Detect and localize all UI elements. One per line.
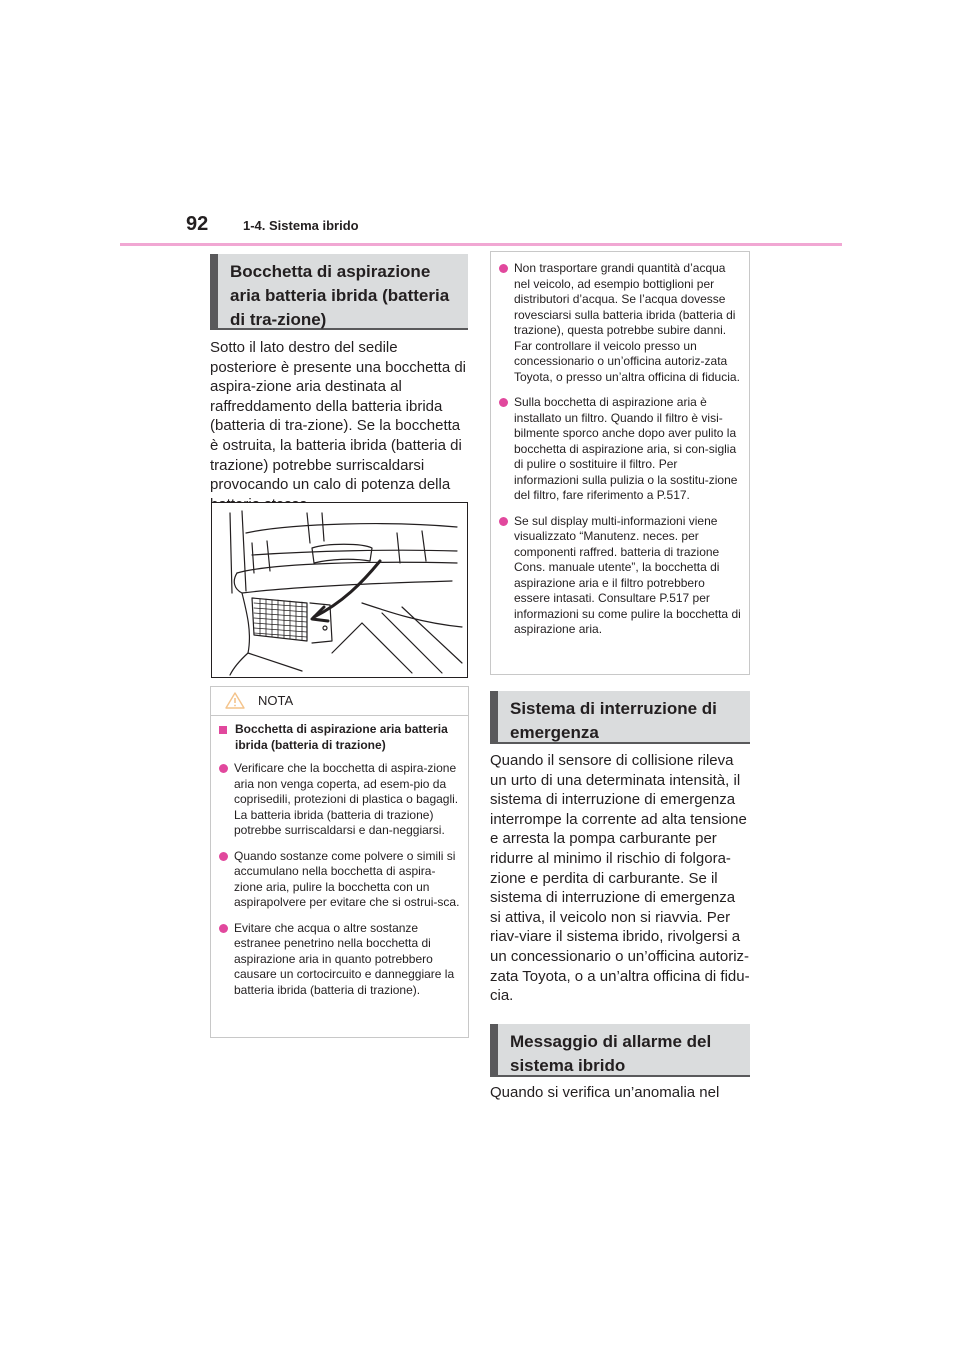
section-title: 1-4. Sistema ibrido (243, 218, 359, 233)
caution-box (490, 251, 750, 675)
warning-icon (225, 692, 245, 714)
note-item: Evitare che acqua o altre sostanze estranee penetrino nella bocchetta di aspirazione aria in quanto potrebbero causare un cortocircuito e danneggiare la batteria ibrida (batteria di trazione). (219, 921, 460, 999)
square-bullet-icon (219, 726, 227, 734)
note-item: Quando sostanze come polvere o simili si accumulano nella bocchetta di aspira-zione aria, pulire la bocchetta con un aspirapolvere per evitare che si ostrui-sca. (219, 849, 460, 911)
note-item: Verificare che la bocchetta di aspira-zione aria non venga coperta, ad esem-pio da coprisedili, protezioni di plastica o bagagli. La batteria ibrida (batteria di trazione) potrebbe surriscaldarsi e dan-neggiarsi. (219, 761, 460, 839)
header-rule (120, 243, 842, 246)
note-box (210, 686, 469, 1038)
bullet-icon (219, 764, 228, 773)
bullet-icon (499, 517, 508, 526)
note-title: NOTA (258, 693, 294, 708)
hybrid-alarm-body: Quando si verifica un’anomalia nel (490, 1084, 720, 1101)
air-intake-body: Sotto il lato destro del sedile posteriore è presente una bocchetta di aspira-zione aria destinata al raffreddamento della batteria ibrida (batteria di tra-zione). Se la bocchetta è ostruita, la batteria ibrida (batteria di trazione) potrebbe surriscaldarsi provocando un calo di potenza della (210, 339, 467, 494)
note-subheading: Bocchetta di aspirazione aria batteria ibrida (batteria di trazione) (219, 722, 460, 753)
bullet-icon (219, 924, 228, 933)
caution-item: Se sul display multi-informazioni viene visualizzato “Manutenz. neces. per componenti raffred. batteria di trazione Cons. manuale utente”, la bocchetta di aspirazione aria e il filtro potrebbero essere intasati. Consultare P.517 per informazioni su come pulire la bocchetta di aspirazione aria. (499, 514, 741, 638)
caution-item: Non trasportare grandi quantità d’acqua nel veicolo, ad esempio bottiglioni per distributori d’acqua. Se l’acqua dovesse rovesciarsi sulla batteria ibrida (batteria di trazione), questa potrebbe subire danni. Far controllare il veicolo presso un concessionario o un’officina autoriz-zata Toyota, o presso un’altra officina di fiducia. (499, 261, 741, 385)
emergency-shutoff-heading: Sistema di interruzione di emergenza (490, 691, 750, 744)
emergency-shutoff-body: Quando il sensore di collisione rileva un urto di una determinata intensità, il sistema di interruzione di emergenza interrompe la corrente ad alta tensione e arresta la pompa carburante per ridurre al minimo il rischio di folgora-zione e perdita di carburante. Se il sistema di interruzione di emergenza si attiva, il veicolo non si riavvia. Per riav-viare il sistema ibrido, rivolgersi a un concessionario o un’officina autoriz-zata Toyota, o a un’altra officina di fidu-cia. (490, 752, 750, 1005)
hybrid-alarm-heading: Messaggio di allarme del sistema ibrido (490, 1024, 750, 1077)
bullet-icon (499, 264, 508, 273)
bullet-icon (499, 398, 508, 407)
air-intake-heading: Bocchetta di aspirazione aria batteria ibrida (batteria di tra-zione) (210, 254, 468, 330)
page-number: 92 (186, 213, 209, 235)
caution-item: Sulla bocchetta di aspirazione aria è installato un filtro. Quando il filtro è visi-bilmente sporco anche dopo aver pulito la bocchetta di aspirazione aria, si con-siglia di pulire o sostituire il filtro. Per informazioni sulla pulizia o la sostitu-zione del filtro, fare riferimento a P.517. (499, 395, 741, 504)
bullet-icon (219, 852, 228, 861)
seat-vent-illustration (211, 502, 468, 678)
